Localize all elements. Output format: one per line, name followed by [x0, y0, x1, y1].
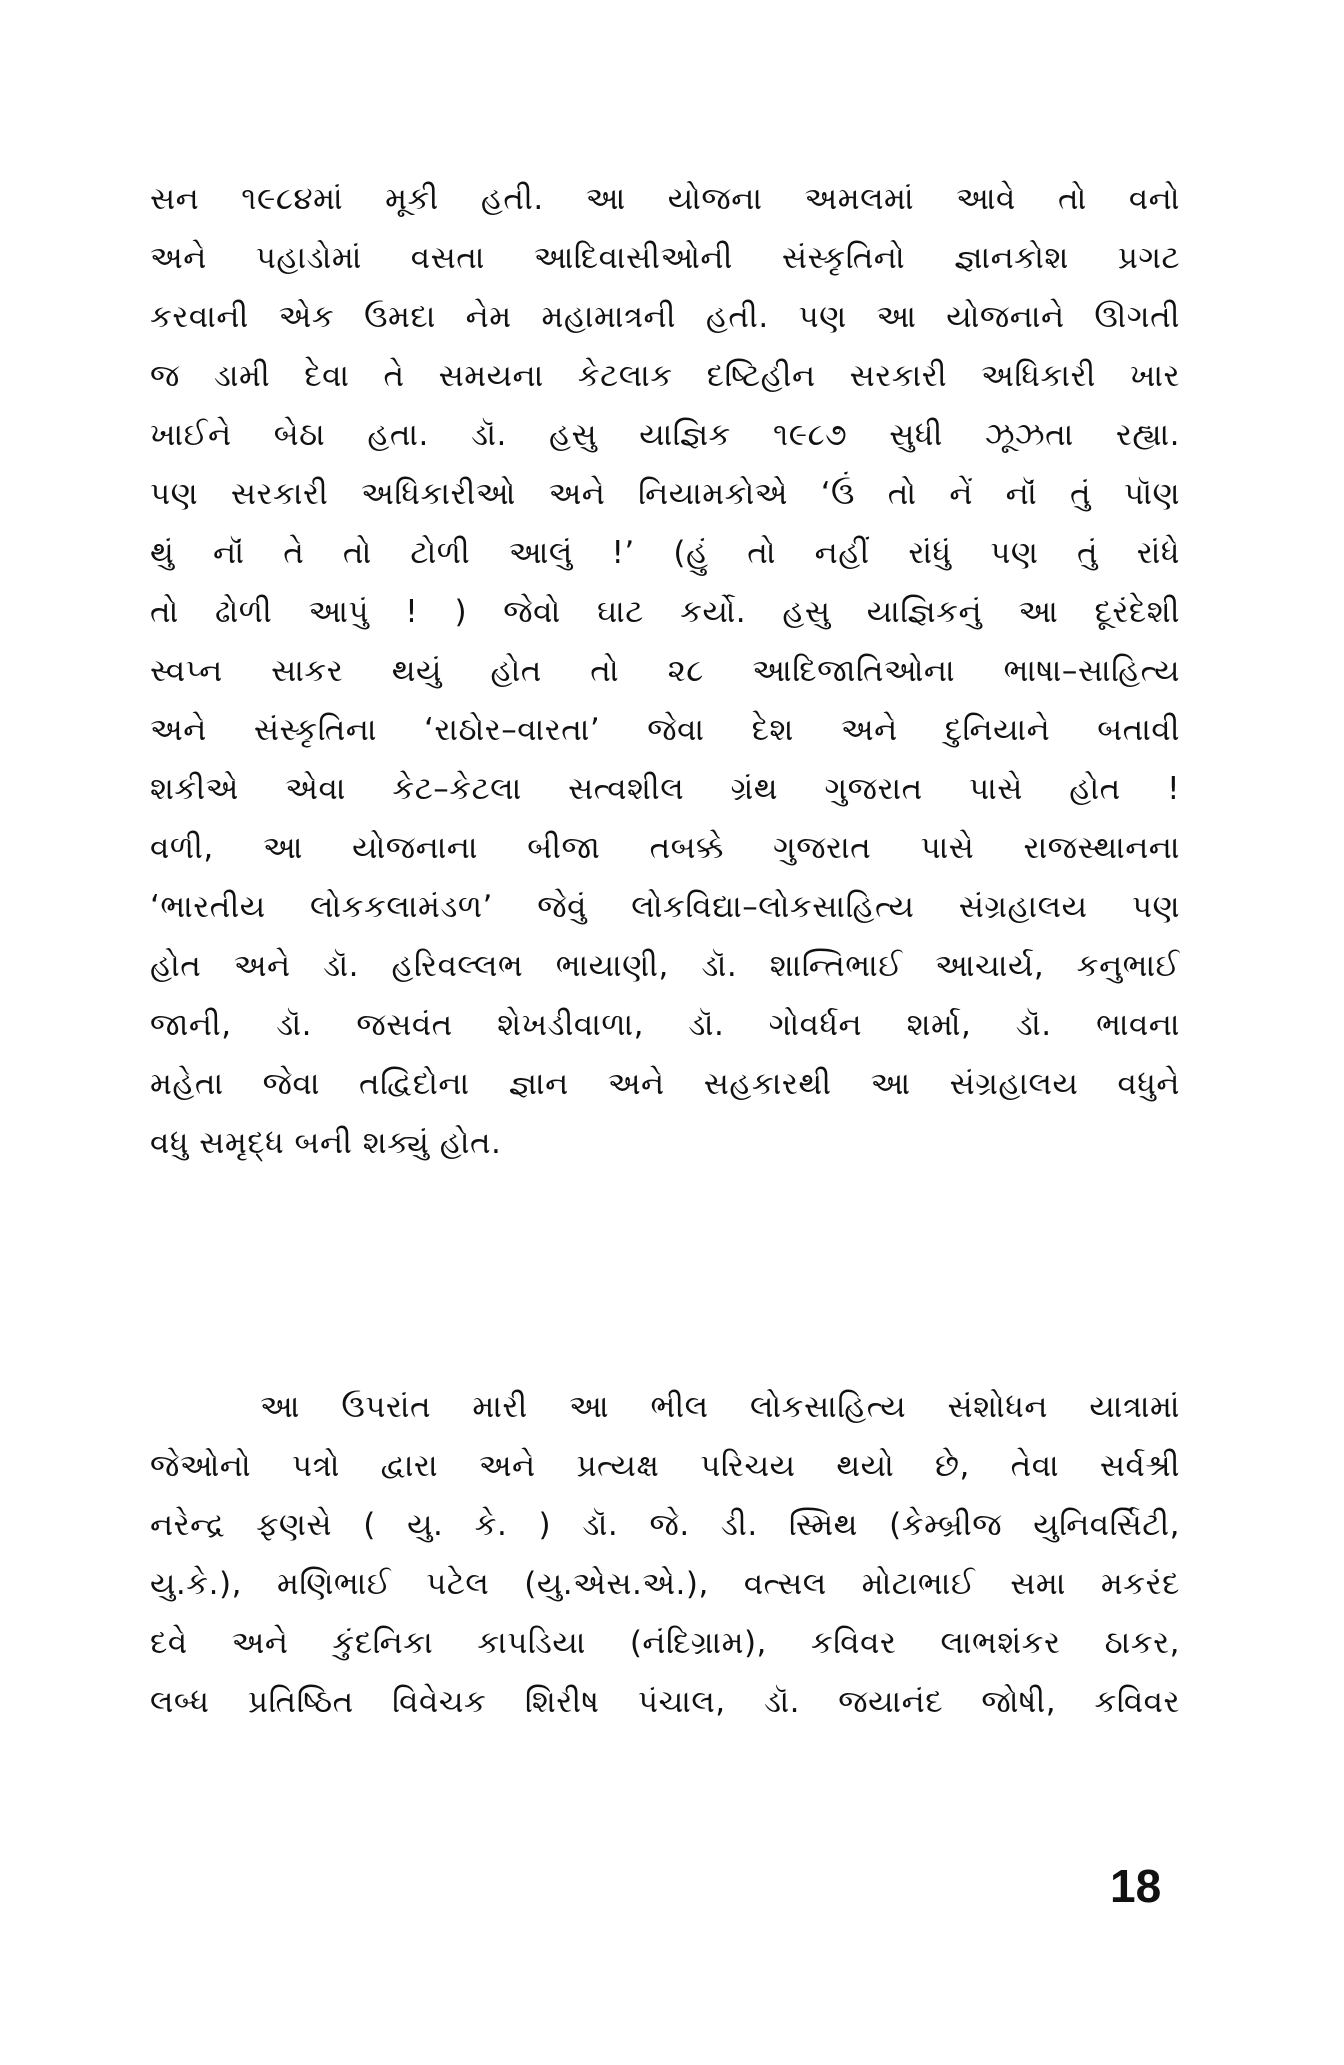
text-line: જાની, ડૉ. જસવંત શેખડીવાળા, ડૉ. ગોવર્ધન શર્મા, ડૉ. ભાવના — [150, 1007, 1180, 1043]
text-line: વધુ સમૃદ્ધ બની શક્યું હોત. — [150, 1125, 502, 1161]
text-line: અને સંસ્કૃતિના ‘રાઠોર–વારતા’ જેવા દેશ અને દુનિયાને બતાવી — [150, 712, 1180, 748]
page-number: 18 — [1110, 1860, 1162, 1912]
text-line: ‘ભારતીય લોકકલામંડળ’ જેવું લોકવિદ્યા–લોકસાહિત્ય સંગ્રહાલય પણ — [150, 889, 1180, 925]
text-line: યુ.કે.), મણિભાઈ પટેલ (યુ.એસ.એ.), વત્સલ મોટાભાઈ સમા મકરંદ — [150, 1566, 1180, 1602]
text-line: લબ્ધ પ્રતિષ્ઠિત વિવેચક શિરીષ પંચાલ, ડૉ. જયાનંદ જોષી, કવિવર — [150, 1684, 1180, 1720]
text-line: જ ડામી દેવા તે સમયના કેટલાક દષ્ટિહીન સરકારી અધિકારી ખાર — [150, 358, 1180, 394]
text-line: દવે અને કુંદનિકા કાપડિયા (નંદિગ્રામ), કવિવર લાભશંકર ઠાકર, — [150, 1625, 1180, 1661]
text-line: જેઓનો પત્રો દ્વારા અને પ્રત્યક્ષ પરિચય થયો છે, તેવા સર્વશ્રી — [150, 1448, 1180, 1484]
body-paragraph-1 — [150, 170, 1180, 1173]
text-line: કરવાની એક ઉમદા નેમ મહામાત્રની હતી. પણ આ યોજનાને ઊગતી — [150, 299, 1180, 335]
text-line: તો ઢોળી આપું ! ) જેવો ઘાટ કર્યો. હસુ યાજ્ઞિકનું આ દૂરંદેશી — [150, 594, 1180, 630]
text-line: મહેતા જેવા તદ્વિદોના જ્ઞાન અને સહકારથી આ સંગ્રહાલય વધુને — [150, 1066, 1180, 1102]
text-line: આ ઉપરાંત મારી આ ભીલ લોકસાહિત્ય સંશોધન યાત્રામાં — [260, 1389, 1180, 1425]
body-paragraph-2 — [150, 1378, 1180, 1732]
text-line: ખાઈને બેઠા હતા. ડૉ. હસુ યાજ્ઞિક ૧૯૮૭ સુધી ઝૂઝતા રહ્યા. — [150, 417, 1180, 453]
text-line: અને પહાડોમાં વસતા આદિવાસીઓની સંસ્કૃતિનો જ્ઞાનકોશ પ્રગટ — [150, 240, 1180, 276]
text-line: શકીએ એવા કેટ–કેટલા સત્વશીલ ગ્રંથ ગુજરાત પાસે હોત ! — [150, 771, 1180, 807]
text-line: હોત અને ડૉ. હરિવલ્લભ ભાયાણી, ડૉ. શાન્તિભાઈ આચાર્ય, કનુભાઈ — [150, 948, 1180, 984]
text-line: થું નૉં તે તો ટોળી આલું !’ (હું તો નહીં રાંધું પણ તું રાંધે — [150, 535, 1180, 571]
text-line: પણ સરકારી અધિકારીઓ અને નિયામકોએ ‘ઉં તો નેં નૉં તું પૉણ — [150, 476, 1180, 512]
text-line: નરેન્દ્ર ફણસે ( યુ. કે. ) ડૉ. જે. ડી. સ્મિથ (કેમ્બ્રીજ યુનિવર્સિટી, — [150, 1507, 1180, 1543]
text-line: વળી, આ યોજનાના બીજા તબક્કે ગુજરાત પાસે રાજસ્થાનના — [150, 830, 1180, 866]
text-line: સ્વપ્ન સાકર થયું હોત તો ૨૮ આદિજાતિઓના ભાષા–સાહિત્ય — [150, 653, 1180, 689]
text-line: સન ૧૯૮૪માં મૂકી હતી. આ યોજના અમલમાં આવે તો વનો — [150, 181, 1180, 217]
